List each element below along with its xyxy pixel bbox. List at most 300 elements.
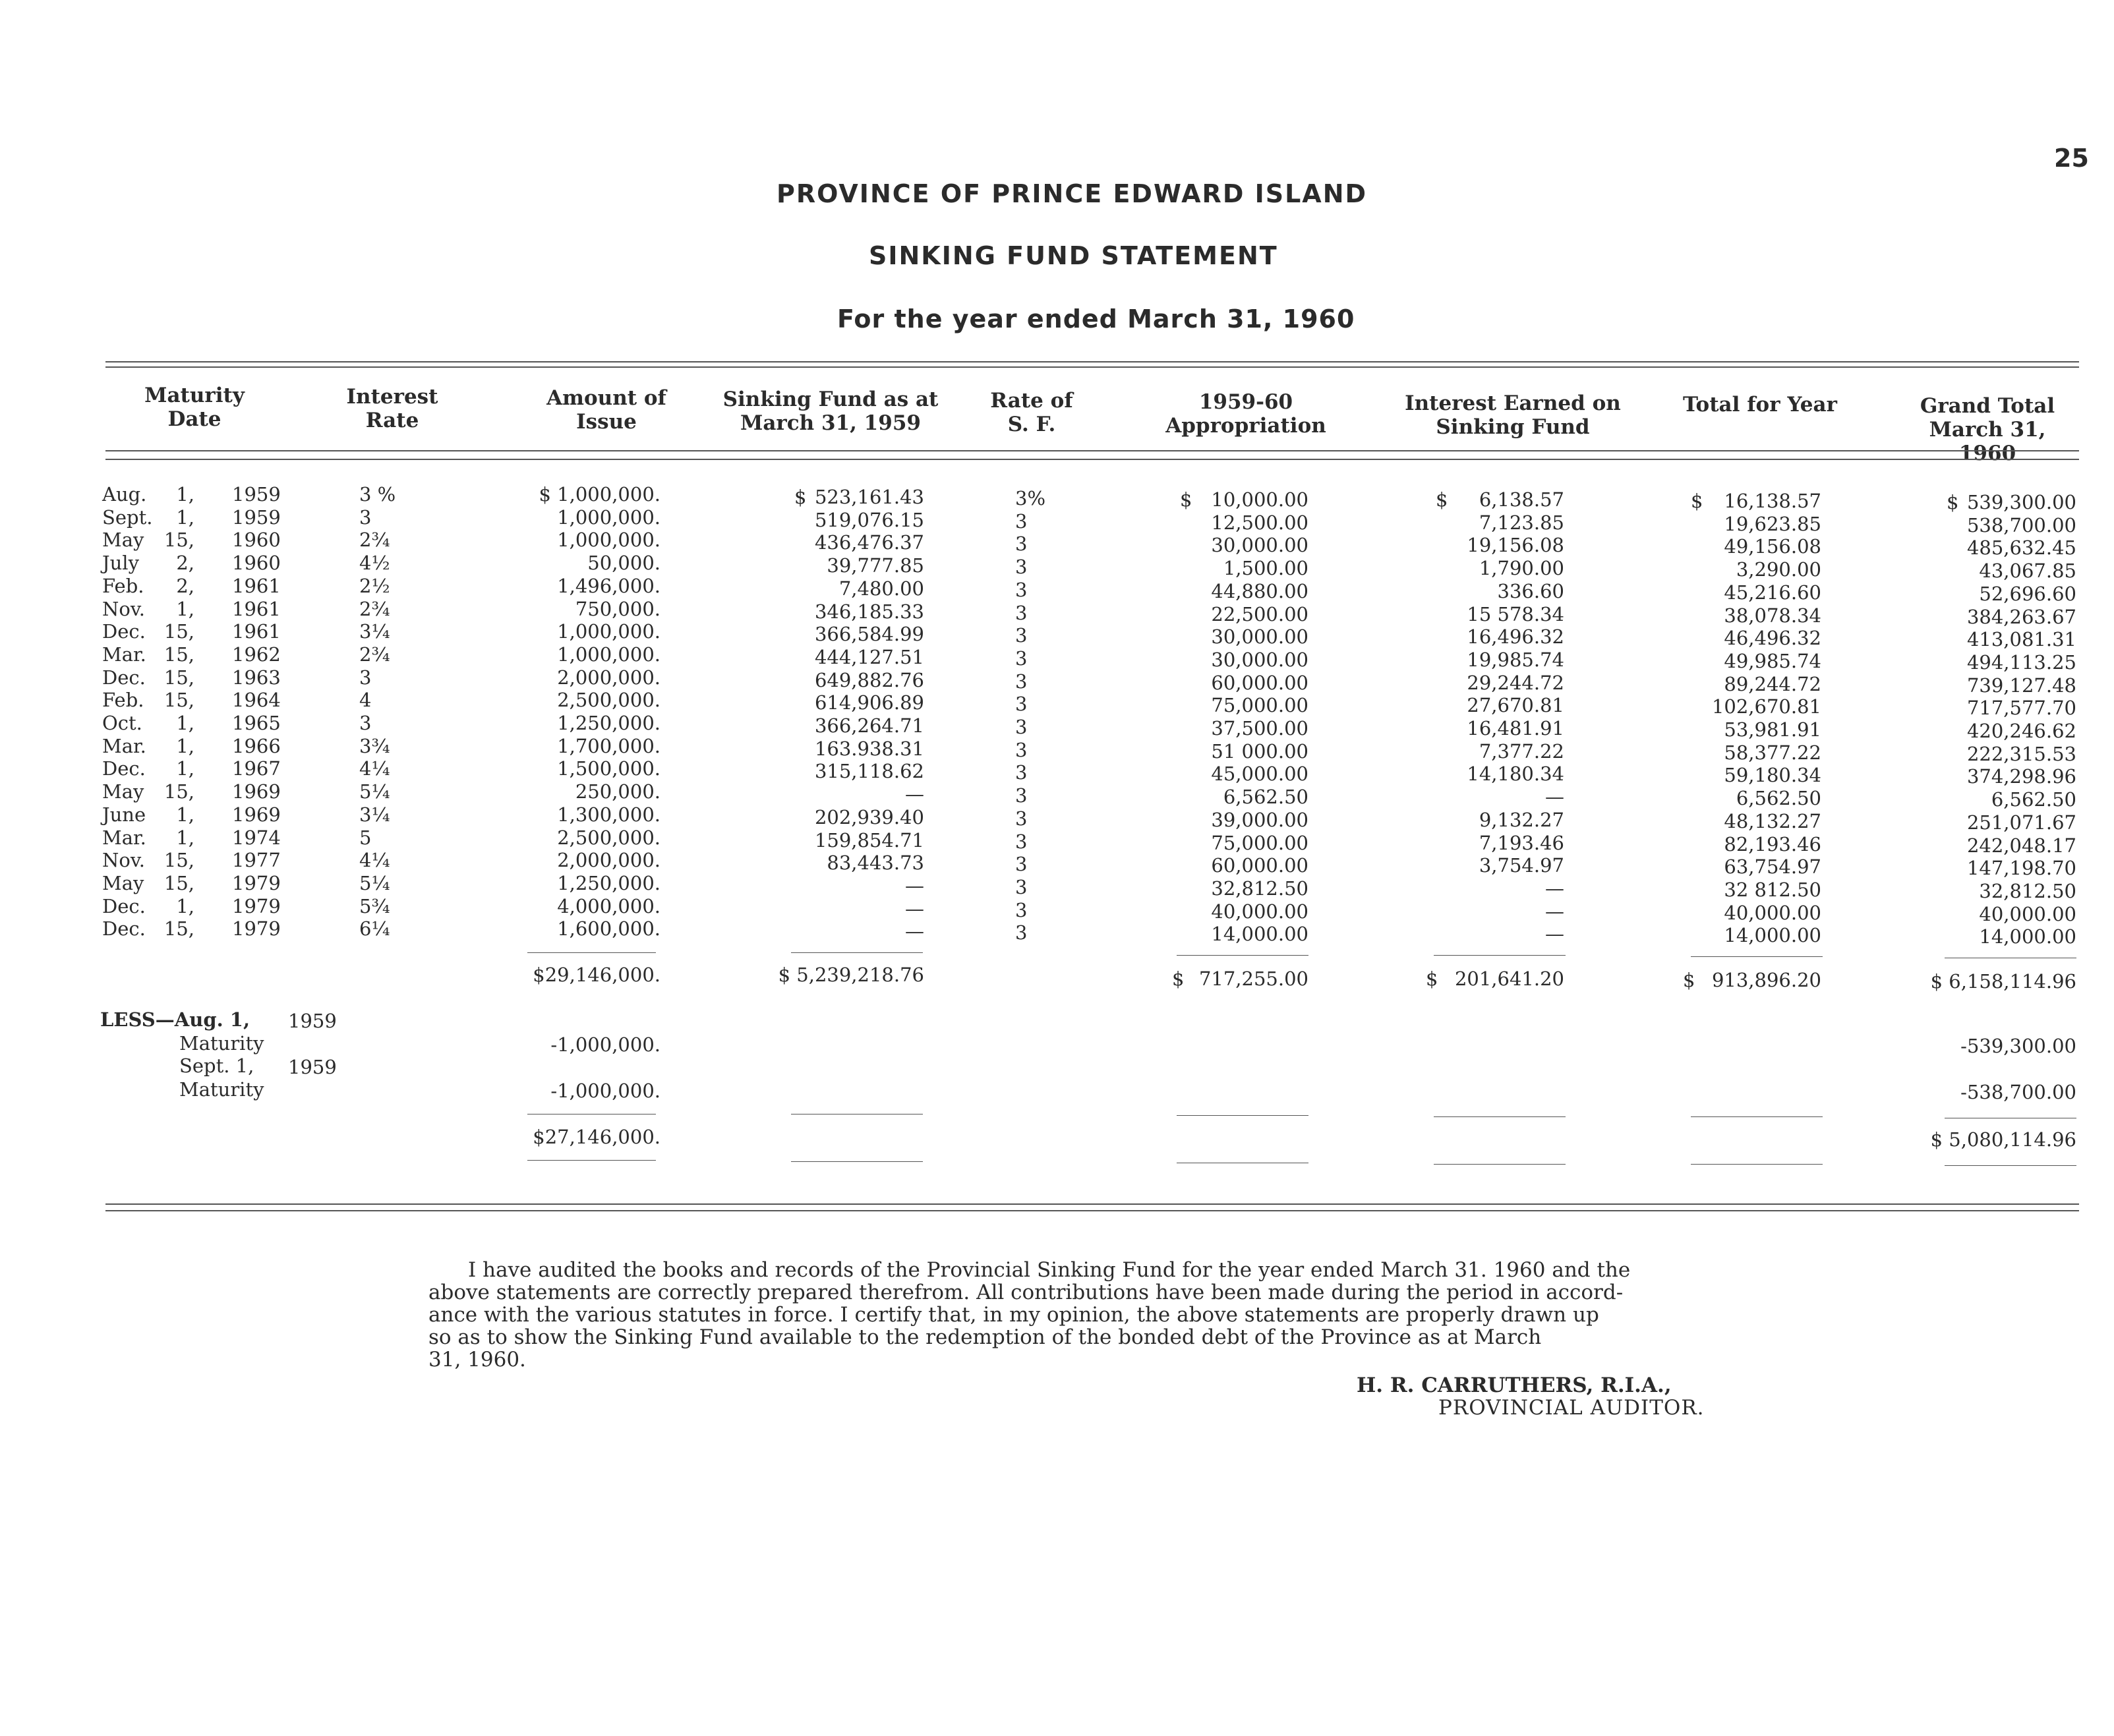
- rule-bottom-2: [105, 1210, 2079, 1211]
- cell-sinking-fund: 315,118.62: [814, 760, 924, 783]
- cell-total-year: 38,078.34: [1724, 604, 1821, 627]
- cell-sinking-fund: —: [905, 897, 924, 920]
- cell-total-year: 58,377.22: [1724, 741, 1821, 764]
- certificate-text: [428, 1259, 1630, 1371]
- cell-grand-total: 32,812.50: [1979, 879, 2076, 902]
- table-row: [0, 666, 2114, 697]
- cell-year: 1959: [232, 506, 281, 529]
- cell-day: 1,: [176, 712, 194, 734]
- table-row: [0, 529, 2114, 560]
- cell-grand-total: 538,700.00: [1966, 513, 2076, 536]
- cell-rate: 6¼: [359, 917, 390, 940]
- cell-year: 1979: [232, 871, 281, 894]
- cell-day: 15,: [163, 643, 194, 666]
- cell-rate: 4: [359, 689, 372, 712]
- rule-top-1: [105, 361, 2079, 362]
- net-amount: $27,146,000.: [533, 1126, 661, 1148]
- cell-day: 15,: [163, 666, 194, 689]
- title-period: For the year ended March 31, 1960: [837, 304, 1355, 333]
- cell-grand-total: 242,048.17: [1966, 834, 2076, 857]
- certificate-line-5: 31, 1960.: [428, 1348, 526, 1372]
- total-amount: $29,146,000.: [533, 964, 661, 986]
- rule-total-approp: [1177, 955, 1308, 956]
- cell-rate: 2½: [359, 574, 390, 597]
- title-province: PROVINCE OF PRINCE EDWARD ISLAND: [777, 179, 1368, 208]
- cell-month: May: [102, 871, 144, 894]
- col-header-sinking-fund: Sinking Fund as at March 31, 1959: [722, 388, 939, 435]
- total-total: 913,896.20: [1711, 969, 1821, 991]
- cell-grand-total: 52,696.60: [1979, 582, 2076, 605]
- cell-interest-earned: 7,123.85: [1479, 511, 1564, 534]
- cell-year: 1977: [232, 849, 281, 872]
- cell-interest-earned: 16,496.32: [1467, 625, 1564, 649]
- auditor-title: PROVINCIAL AUDITOR.: [1438, 1396, 1705, 1420]
- cell-rate: 2¾: [359, 529, 390, 552]
- cell-month: Aug.: [102, 483, 147, 506]
- cell-year: 1969: [232, 803, 281, 826]
- cell-grand-total: 494,113.25: [1966, 651, 2076, 674]
- table-row: [0, 506, 2114, 536]
- cell-total-year: 46,496.32: [1724, 627, 1821, 650]
- cell-amount: $ 1,000,000.: [539, 483, 661, 506]
- rule-total-total: [1691, 956, 1823, 957]
- cell-rate: 5¾: [359, 894, 390, 917]
- rule-net-approp: [1177, 1115, 1308, 1116]
- cell-rate: 4½: [359, 552, 390, 575]
- cell-appropriation: 32,812.50: [1211, 877, 1308, 900]
- cell-grand-total: 6,562.50: [1991, 788, 2076, 811]
- cell-interest-earned: 29,244.72: [1467, 671, 1564, 694]
- cell-day: 1,: [176, 894, 194, 917]
- table-row: [0, 734, 2114, 765]
- cell-year: 1961: [232, 597, 281, 620]
- cell-interest-earned: —: [1545, 877, 1564, 900]
- cell-appropriation: 75,000.00: [1211, 831, 1308, 854]
- table-row: [0, 780, 2114, 811]
- cell-sinking-fund: 366,584.99: [814, 623, 924, 646]
- cell-day: 15,: [163, 689, 194, 712]
- cell-rate: 3: [359, 712, 372, 734]
- cell-rate: 2¾: [359, 597, 390, 620]
- less-grand-2: -538,700.00: [1960, 1081, 2076, 1103]
- cell-day: 1,: [176, 826, 194, 849]
- cell-appropriation: 39,000.00: [1211, 808, 1308, 831]
- cell-sf-rate: 3: [1015, 647, 1028, 670]
- cell-total-year: 59,180.34: [1724, 764, 1821, 787]
- table-row: [0, 597, 2114, 628]
- rule-net-grand-2: [1945, 1165, 2076, 1166]
- cell-grand-total: 222,315.53: [1966, 742, 2076, 765]
- cell-year: 1967: [232, 757, 281, 780]
- cell-day: 15,: [163, 780, 194, 803]
- less-maturity-1: Maturity: [179, 1032, 264, 1055]
- less-amount-2: -1,000,000.: [550, 1080, 661, 1102]
- cell-amount: 4,000,000.: [557, 894, 661, 917]
- cell-appropriation: 51 000.00: [1211, 739, 1308, 763]
- cell-total-year: 49,156.08: [1724, 535, 1821, 558]
- cell-day: 1,: [176, 757, 194, 780]
- cell-month: Mar.: [102, 826, 146, 849]
- cell-appropriation: 40,000.00: [1211, 900, 1308, 923]
- cell-year: 1960: [232, 529, 281, 552]
- cell-year: 1979: [232, 894, 281, 917]
- cell-year: 1966: [232, 734, 281, 757]
- cell-appropriation: 6,562.50: [1223, 786, 1308, 809]
- rule-total-interest: [1434, 955, 1566, 956]
- total-total-symbol: $: [1683, 969, 1695, 991]
- col-header-interest-rate: Interest Rate: [346, 385, 438, 432]
- cell-day: 2,: [176, 552, 194, 575]
- less-grand-1: -539,300.00: [1960, 1035, 2076, 1057]
- cell-amount: 2,500,000.: [557, 689, 661, 712]
- cell-year: 1979: [232, 917, 281, 940]
- cell-rate: 3¾: [359, 734, 390, 757]
- cell-rate: 3¼: [359, 620, 390, 643]
- total-interest: 201,641.20: [1454, 968, 1564, 990]
- cell-amount: 1,000,000.: [557, 643, 661, 666]
- cell-year: 1960: [232, 552, 281, 575]
- cell-amount: 1,000,000.: [557, 506, 661, 529]
- cell-day: 1,: [176, 483, 194, 506]
- cell-sf-rate: 3: [1015, 509, 1028, 533]
- cell-grand-total: 384,263.67: [1966, 605, 2076, 628]
- cell-interest-earned: 16,481.91: [1467, 717, 1564, 739]
- rule-top-2: [105, 366, 2079, 368]
- dollar-symbol: $: [794, 486, 807, 508]
- rule-net-interest: [1434, 1116, 1566, 1117]
- table-row: [0, 849, 2114, 880]
- cell-day: 1,: [176, 597, 194, 620]
- cell-year: 1961: [232, 620, 281, 643]
- dollar-symbol: $: [1691, 490, 1703, 512]
- cell-month: Dec.: [102, 666, 146, 689]
- cell-grand-total: 420,246.62: [1966, 720, 2076, 742]
- cell-amount: 2,000,000.: [557, 849, 661, 872]
- cell-month: May: [102, 780, 144, 803]
- cell-grand-total: 43,067.85: [1979, 560, 2076, 583]
- cell-sf-rate: 3: [1015, 898, 1028, 921]
- cell-grand-total: 14,000.00: [1979, 925, 2076, 948]
- cell-sf-rate: 3: [1015, 830, 1028, 853]
- cell-sinking-fund: 614,906.89: [814, 691, 924, 714]
- cell-total-year: 45,216.60: [1724, 581, 1821, 604]
- cell-month: Dec.: [102, 894, 146, 917]
- cell-sf-rate: 3: [1015, 921, 1028, 944]
- cell-year: 1964: [232, 689, 281, 712]
- cell-appropriation: 30,000.00: [1211, 625, 1308, 649]
- cell-year: 1963: [232, 666, 281, 689]
- cell-rate: 2¾: [359, 643, 390, 666]
- less-maturity-2: Maturity: [179, 1078, 264, 1101]
- cell-rate: 3: [359, 506, 372, 529]
- cell-sinking-fund: 346,185.33: [814, 600, 924, 623]
- total-approp: 717,255.00: [1198, 968, 1308, 990]
- cell-sinking-fund: 83,443.73: [827, 852, 924, 875]
- rule-header-1: [105, 450, 2079, 451]
- table-row: [0, 483, 2114, 513]
- cell-amount: 1,000,000.: [557, 620, 661, 643]
- cell-rate: 5¼: [359, 871, 390, 894]
- col-header-amount-issue: Amount of Issue: [546, 386, 666, 434]
- cell-appropriation: 12,500.00: [1211, 511, 1308, 534]
- table-row: [0, 757, 2114, 788]
- cell-total-year: 32 812.50: [1724, 878, 1821, 901]
- cell-appropriation: 22,500.00: [1211, 602, 1308, 625]
- cell-appropriation: 75,000.00: [1211, 694, 1308, 717]
- table-row: [0, 552, 2114, 583]
- cell-sinking-fund: 202,939.40: [814, 805, 924, 828]
- cell-month: Nov.: [102, 597, 145, 620]
- cell-interest-earned: 6,138.57: [1479, 488, 1564, 511]
- cell-interest-earned: 19,156.08: [1467, 534, 1564, 557]
- cell-amount: 2,000,000.: [557, 666, 661, 689]
- cell-grand-total: 251,071.67: [1966, 811, 2076, 834]
- cell-appropriation: 60,000.00: [1211, 671, 1308, 694]
- total-sf: $ 5,239,218.76: [778, 964, 924, 986]
- less-year-1: 1959: [288, 1010, 337, 1032]
- cell-appropriation: 60,000.00: [1211, 854, 1308, 877]
- cell-sf-rate: 3: [1015, 807, 1028, 830]
- cell-month: Sept.: [102, 506, 153, 529]
- certificate-line-2: above statements are correctly prepared therefrom. All contributions have been made during the period in accord-: [428, 1281, 1624, 1304]
- cell-sf-rate: 3: [1015, 624, 1028, 647]
- cell-grand-total: 374,298.96: [1966, 765, 2076, 788]
- cell-sf-rate: 3: [1015, 738, 1028, 761]
- page-number: 25: [2054, 144, 2089, 173]
- cell-sinking-fund: —: [905, 783, 924, 806]
- cell-total-year: 53,981.91: [1724, 718, 1821, 741]
- cell-total-year: 102,670.81: [1711, 695, 1821, 718]
- cell-sf-rate: 3: [1015, 693, 1028, 716]
- rule-net-amount-2: [527, 1160, 656, 1161]
- cell-month: Dec.: [102, 620, 146, 643]
- cell-month: Feb.: [102, 574, 144, 597]
- cell-amount: 50,000.: [587, 552, 661, 575]
- auditor-name: H. R. CARRUTHERS, R.I.A.,: [1357, 1374, 1672, 1397]
- dollar-symbol: $: [1436, 488, 1448, 511]
- cell-amount: 1,250,000.: [557, 712, 661, 734]
- cell-month: Mar.: [102, 734, 146, 757]
- cell-total-year: 19,623.85: [1724, 512, 1821, 535]
- cell-interest-earned: 14,180.34: [1467, 763, 1564, 786]
- cell-sinking-fund: 444,127.51: [814, 645, 924, 668]
- cell-year: 1974: [232, 826, 281, 849]
- cell-sf-rate: 3: [1015, 716, 1028, 738]
- table-row: [0, 803, 2114, 834]
- cell-appropriation: 10,000.00: [1211, 488, 1308, 511]
- cell-sinking-fund: 366,264.71: [814, 714, 924, 737]
- cell-month: Nov.: [102, 849, 145, 872]
- cell-appropriation: 44,880.00: [1211, 579, 1308, 602]
- cell-total-year: 40,000.00: [1724, 901, 1821, 924]
- cell-interest-earned: —: [1545, 900, 1564, 923]
- cell-grand-total: 40,000.00: [1979, 902, 2076, 925]
- cell-sinking-fund: 39,777.85: [827, 554, 924, 577]
- dollar-symbol: $: [1180, 488, 1192, 511]
- cell-month: Mar.: [102, 643, 146, 666]
- cell-amount: 1,700,000.: [557, 734, 661, 757]
- table-row: [0, 712, 2114, 742]
- cell-interest-earned: 7,377.22: [1479, 739, 1564, 763]
- cell-year: 1961: [232, 574, 281, 597]
- rule-net-total-2: [1691, 1164, 1823, 1165]
- cell-amount: 1,496,000.: [557, 574, 661, 597]
- cell-year: 1962: [232, 643, 281, 666]
- cell-month: July: [102, 552, 139, 575]
- cell-interest-earned: —: [1545, 786, 1564, 809]
- cell-rate: 5¼: [359, 780, 390, 803]
- rule-net-sf-2: [791, 1161, 923, 1162]
- cell-year: 1969: [232, 780, 281, 803]
- cell-appropriation: 14,000.00: [1211, 923, 1308, 946]
- col-header-total-year: Total for Year: [1683, 393, 1837, 417]
- cell-rate: 3¼: [359, 803, 390, 826]
- rule-net-total: [1691, 1116, 1823, 1117]
- table-row: [0, 871, 2114, 902]
- cell-grand-total: 485,632.45: [1966, 536, 2076, 560]
- table-row: [0, 894, 2114, 925]
- cell-total-year: 14,000.00: [1724, 924, 1821, 947]
- cell-day: 15,: [163, 529, 194, 552]
- cell-appropriation: 1,500.00: [1223, 557, 1308, 580]
- cell-month: Dec.: [102, 757, 146, 780]
- cell-day: 1,: [176, 803, 194, 826]
- cell-sinking-fund: 523,161.43: [814, 486, 924, 508]
- table-row: [0, 826, 2114, 857]
- cell-sf-rate: 3: [1015, 578, 1028, 601]
- cell-appropriation: 30,000.00: [1211, 648, 1308, 671]
- table-row: [0, 917, 2114, 948]
- cell-rate: 3: [359, 666, 372, 689]
- certificate-line-1: I have audited the books and records of the Provincial Sinking Fund for the year ended March 31. 1960 and the: [468, 1258, 1631, 1282]
- cell-rate: 3 %: [359, 483, 396, 506]
- cell-interest-earned: 336.60: [1497, 579, 1564, 602]
- cell-amount: 1,500,000.: [557, 757, 661, 780]
- cell-day: 2,: [176, 574, 194, 597]
- table-row: [0, 574, 2114, 605]
- cell-total-year: 16,138.57: [1724, 490, 1821, 512]
- cell-grand-total: 147,198.70: [1966, 857, 2076, 880]
- certificate-line-3: ance with the various statutes in force. I certify that, in my opinion, the above statements are properly drawn up: [428, 1303, 1599, 1327]
- cell-interest-earned: 27,670.81: [1467, 694, 1564, 717]
- cell-interest-earned: 15 578.34: [1467, 602, 1564, 625]
- col-header-interest-earned: Interest Earned on Sinking Fund: [1405, 391, 1621, 439]
- total-grand: $ 6,158,114.96: [1930, 970, 2076, 993]
- cell-month: June: [102, 803, 146, 826]
- net-grand: $ 5,080,114.96: [1930, 1128, 2076, 1151]
- cell-month: Dec.: [102, 917, 146, 940]
- col-header-maturity: Maturity Date: [144, 384, 245, 431]
- cell-total-year: 63,754.97: [1724, 855, 1821, 879]
- cell-sf-rate: 3: [1015, 875, 1028, 898]
- cell-sinking-fund: 159,854.71: [814, 828, 924, 852]
- cell-grand-total: 539,300.00: [1966, 491, 2076, 513]
- rule-net-interest-2: [1434, 1164, 1566, 1165]
- cell-total-year: 48,132.27: [1724, 809, 1821, 832]
- cell-month: May: [102, 529, 144, 552]
- less-year-2: 1959: [288, 1056, 337, 1078]
- cell-year: 1965: [232, 712, 281, 734]
- cell-month: Feb.: [102, 689, 144, 712]
- rule-total-amount: [527, 952, 656, 953]
- cell-day: 15,: [163, 620, 194, 643]
- cell-sf-rate: 3: [1015, 533, 1028, 556]
- cell-sf-rate: 3: [1015, 784, 1028, 807]
- cell-interest-earned: 3,754.97: [1479, 854, 1564, 877]
- certificate-line-4: so as to show the Sinking Fund available to the redemption of the bonded debt of the Province as at March: [428, 1325, 1542, 1349]
- cell-total-year: 3,290.00: [1736, 558, 1821, 581]
- cell-sinking-fund: 649,882.76: [814, 668, 924, 691]
- col-header-appropriation: 1959-60 Appropriation: [1165, 390, 1326, 438]
- rule-bottom-1: [105, 1203, 2079, 1205]
- table-row: [0, 689, 2114, 720]
- cell-rate: 4¼: [359, 849, 390, 872]
- cell-day: 1,: [176, 506, 194, 529]
- rule-total-sf: [791, 952, 923, 953]
- total-approp-symbol: $: [1172, 968, 1185, 990]
- cell-total-year: 89,244.72: [1724, 672, 1821, 695]
- col-header-grand-total: Grand Total March 31, 1960: [1920, 394, 2055, 465]
- cell-month: Oct.: [102, 712, 142, 734]
- table-row: [0, 620, 2114, 651]
- cell-amount: 1,600,000.: [557, 917, 661, 940]
- cell-amount: 1,250,000.: [557, 871, 661, 894]
- cell-sf-rate: 3: [1015, 761, 1028, 784]
- cell-interest-earned: 9,132.27: [1479, 808, 1564, 831]
- totals-row: [0, 964, 2114, 993]
- cell-interest-earned: —: [1545, 923, 1564, 946]
- cell-amount: 1,000,000.: [557, 529, 661, 552]
- cell-total-year: 6,562.50: [1736, 787, 1821, 810]
- cell-amount: 2,500,000.: [557, 826, 661, 849]
- cell-sf-rate: 3: [1015, 601, 1028, 624]
- cell-sinking-fund: 519,076.15: [814, 508, 924, 531]
- cell-day: 1,: [176, 734, 194, 757]
- cell-appropriation: 37,500.00: [1211, 717, 1308, 739]
- cell-year: 1959: [232, 483, 281, 506]
- table-row: [0, 643, 2114, 674]
- less-label: LESS—Aug. 1,: [100, 1008, 250, 1031]
- cell-day: 15,: [163, 871, 194, 894]
- cell-rate: 4¼: [359, 757, 390, 780]
- cell-interest-earned: 1,790.00: [1479, 557, 1564, 580]
- cell-rate: 5: [359, 826, 372, 849]
- cell-grand-total: 717,577.70: [1966, 697, 2076, 720]
- cell-sf-rate: 3: [1015, 556, 1028, 579]
- cell-appropriation: 45,000.00: [1211, 763, 1308, 786]
- cell-total-year: 82,193.46: [1724, 832, 1821, 855]
- cell-sf-rate: 3: [1015, 853, 1028, 876]
- cell-sinking-fund: —: [905, 874, 924, 897]
- cell-amount: 750,000.: [575, 597, 661, 620]
- cell-amount: 1,300,000.: [557, 803, 661, 826]
- cell-grand-total: 739,127.48: [1966, 674, 2076, 697]
- col-header-sf-rate: Rate of S. F.: [990, 389, 1073, 436]
- cell-amount: 250,000.: [575, 780, 661, 803]
- cell-interest-earned: 7,193.46: [1479, 831, 1564, 854]
- cell-grand-total: 413,081.31: [1966, 628, 2076, 651]
- title-statement: SINKING FUND STATEMENT: [869, 241, 1278, 270]
- cell-sf-rate: 3%: [1015, 487, 1046, 509]
- less-amount-1: -1,000,000.: [550, 1033, 661, 1056]
- cell-day: 15,: [163, 849, 194, 872]
- cell-sinking-fund: —: [905, 920, 924, 943]
- rule-header-2: [105, 459, 2079, 460]
- dollar-symbol: $: [1947, 491, 1959, 513]
- cell-sf-rate: 3: [1015, 670, 1028, 693]
- cell-sinking-fund: 436,476.37: [814, 531, 924, 554]
- less-date-2: Sept. 1,: [179, 1055, 254, 1077]
